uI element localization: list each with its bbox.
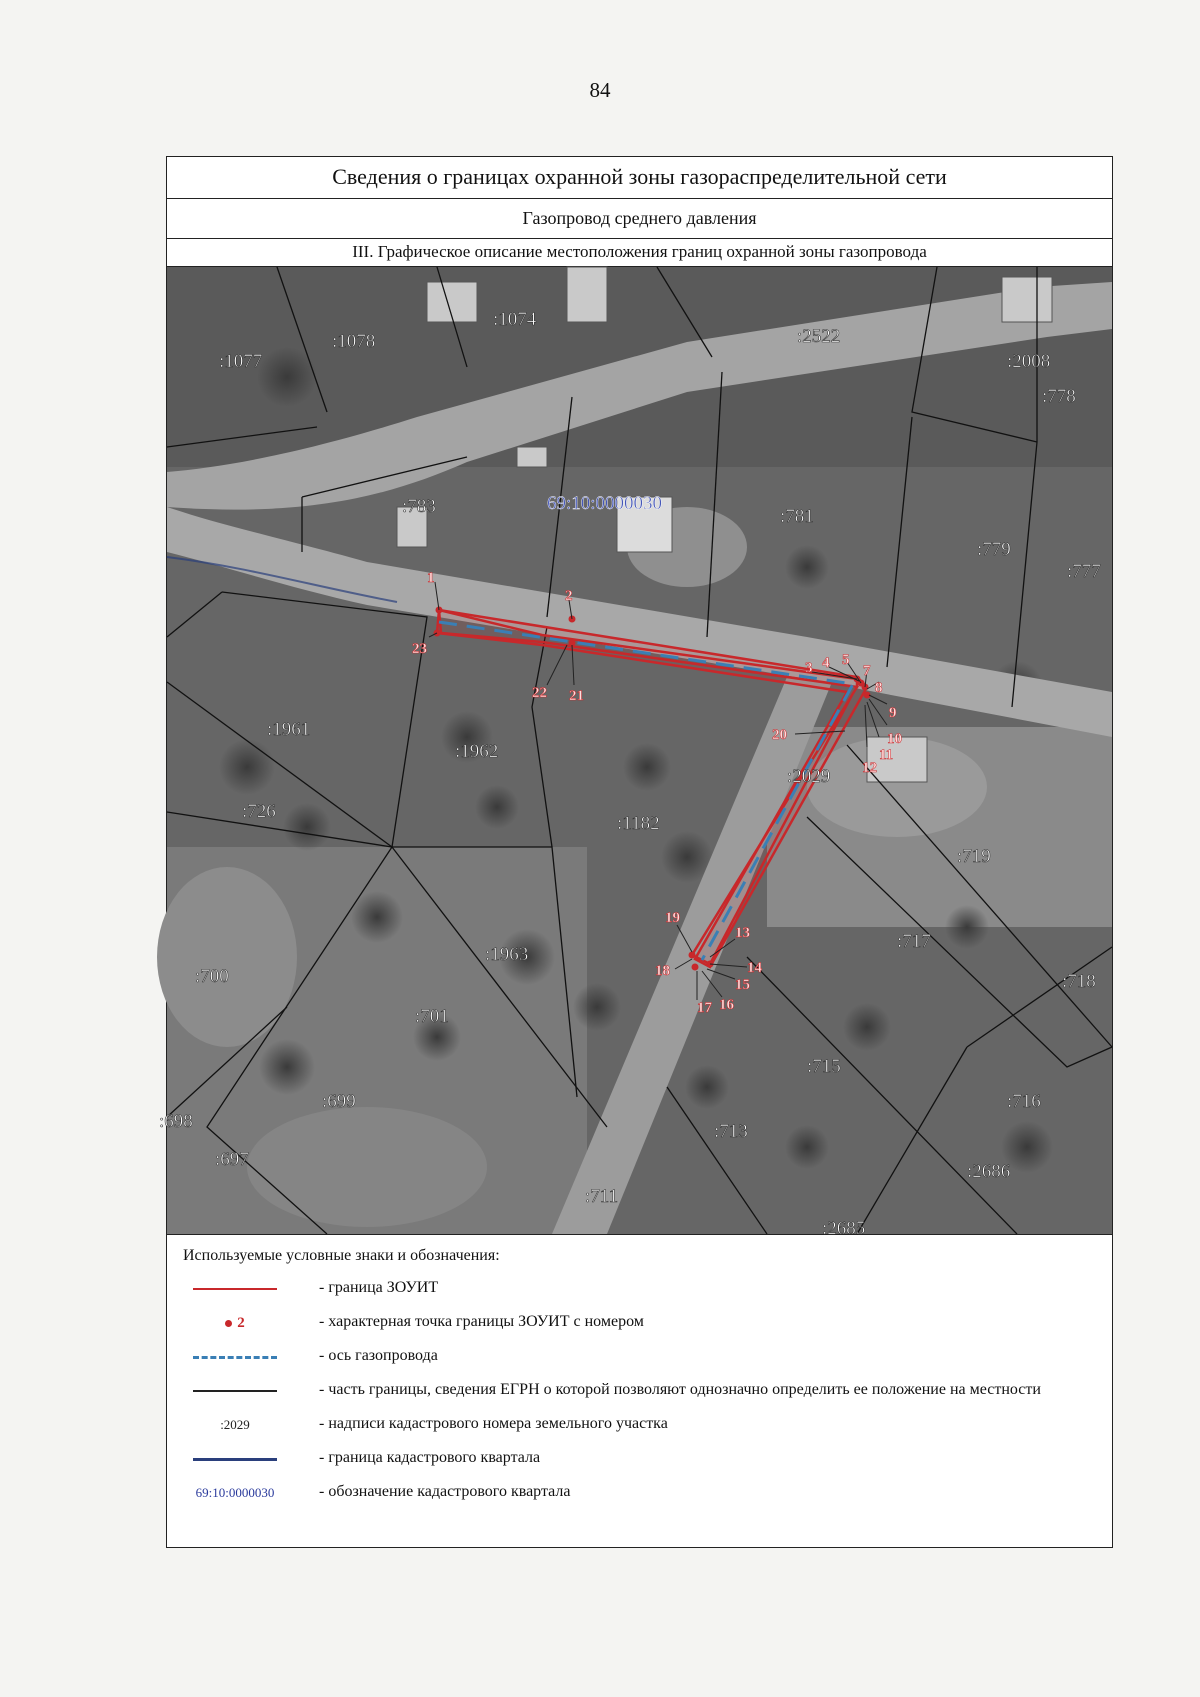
point-label: 7 <box>863 663 871 679</box>
parcel-label: :1963 <box>485 944 529 965</box>
parcel-label: :715 <box>807 1056 841 1077</box>
section-title: III. Графическое описание местоположения границ охранной зоны газопровода <box>167 239 1112 267</box>
parcel-label: :2522 <box>797 326 841 347</box>
parcel-label: :1077 <box>219 351 263 372</box>
point-label: 19 <box>665 910 680 926</box>
legend-text: - граница кадастрового квартала <box>319 1449 541 1466</box>
parcel-label: :701 <box>415 1006 449 1027</box>
parcel-label: :713 <box>714 1121 748 1142</box>
point-symbol: 2 <box>183 1311 287 1335</box>
legend-text: - ось газопровода <box>319 1347 438 1364</box>
point-label: 12 <box>862 760 877 776</box>
legend-item <box>183 1447 1096 1471</box>
point-label: 9 <box>889 705 897 721</box>
legend-item <box>183 1277 1096 1301</box>
parcel-label: :1074 <box>493 309 537 330</box>
parcel-label: :717 <box>897 931 931 952</box>
point-label: 4 <box>822 655 830 671</box>
dashed-axis-symbol <box>183 1345 287 1369</box>
legend-item <box>183 1413 1096 1437</box>
parcel-label: :697 <box>215 1149 249 1170</box>
parcel-label: :2686 <box>967 1161 1011 1182</box>
parcel-label: :781 <box>780 506 814 527</box>
legend-item <box>183 1345 1096 1369</box>
parcel-label: :777 <box>1067 561 1101 582</box>
point-label: 18 <box>655 963 670 979</box>
parcel-label: :700 <box>195 966 229 987</box>
navy-line-symbol <box>183 1447 287 1471</box>
point-label: 15 <box>735 977 750 993</box>
map-area[interactable] <box>159 267 1112 1239</box>
parcel-label: :2029 <box>787 766 831 787</box>
parcel-label: :2685 <box>822 1218 866 1239</box>
parcel-label: :1078 <box>332 331 376 352</box>
legend-text: - граница ЗОУИТ <box>319 1279 439 1296</box>
quarter-symbol: 69:10:0000030 <box>195 1485 275 1500</box>
legend-text: - характерная точка границы ЗОУИТ с номером <box>319 1313 644 1330</box>
point-label: 1 <box>427 570 435 586</box>
document-subtitle: Газопровод среднего давления <box>167 199 1112 239</box>
point-label: 3 <box>805 660 813 676</box>
legend-title: Используемые условные знаки и обозначения: <box>183 1247 500 1264</box>
parcel-label: :698 <box>159 1111 193 1132</box>
parcel-label: :718 <box>1062 971 1096 992</box>
quarter-label: 69:10:0000030 <box>547 493 663 514</box>
parcel-label: :726 <box>242 801 276 822</box>
red-line-symbol <box>183 1277 287 1301</box>
parcel-label: :716 <box>1007 1091 1041 1112</box>
map-svg <box>159 267 1112 1239</box>
point-label: 20 <box>772 727 787 743</box>
point-label: 16 <box>719 997 734 1013</box>
point-label: 8 <box>875 680 883 696</box>
point-label: 17 <box>697 1000 712 1016</box>
parcel-label: :719 <box>957 846 991 867</box>
point-label: 10 <box>887 731 902 747</box>
black-line-symbol <box>183 1379 287 1403</box>
point-label: 2 <box>565 588 573 604</box>
legend-text: - обозначение кадастрового квартала <box>319 1483 571 1500</box>
parcel-label: :778 <box>1042 386 1076 407</box>
parcel-label: :1962 <box>455 741 499 762</box>
point-label: 21 <box>569 688 584 704</box>
parcel-label: :779 <box>977 539 1011 560</box>
parcel-label: :1961 <box>267 719 311 740</box>
parcel-label: :699 <box>322 1091 356 1112</box>
point-label: 14 <box>747 960 762 976</box>
legend-text: - часть границы, сведения ЕГРН о которой позволяют однозначно определить ее положение на местности <box>319 1381 1041 1398</box>
point-label: 5 <box>842 652 850 668</box>
point-label: 13 <box>735 925 750 941</box>
legend-item <box>183 1311 1096 1335</box>
page-number: 84 <box>589 78 611 102</box>
parcel-label: :1182 <box>617 813 660 834</box>
legend-item <box>183 1379 1096 1403</box>
legend-text: - надписи кадастрового номера земельного участка <box>319 1415 668 1432</box>
point-label: 22 <box>532 685 547 701</box>
parcel-label: :2008 <box>1007 351 1051 372</box>
document-frame <box>159 156 1113 1548</box>
parcel-label: :711 <box>585 1186 619 1207</box>
point-label: 23 <box>412 641 427 657</box>
document-title: Сведения о границах охранной зоны газораспределительной сети <box>167 157 1112 199</box>
legend-item <box>183 1481 1096 1505</box>
parcel-label: :783 <box>402 496 436 517</box>
point-label: 11 <box>879 747 894 763</box>
legend <box>167 1235 1112 1505</box>
cad-number-symbol: :2029 <box>220 1417 250 1432</box>
